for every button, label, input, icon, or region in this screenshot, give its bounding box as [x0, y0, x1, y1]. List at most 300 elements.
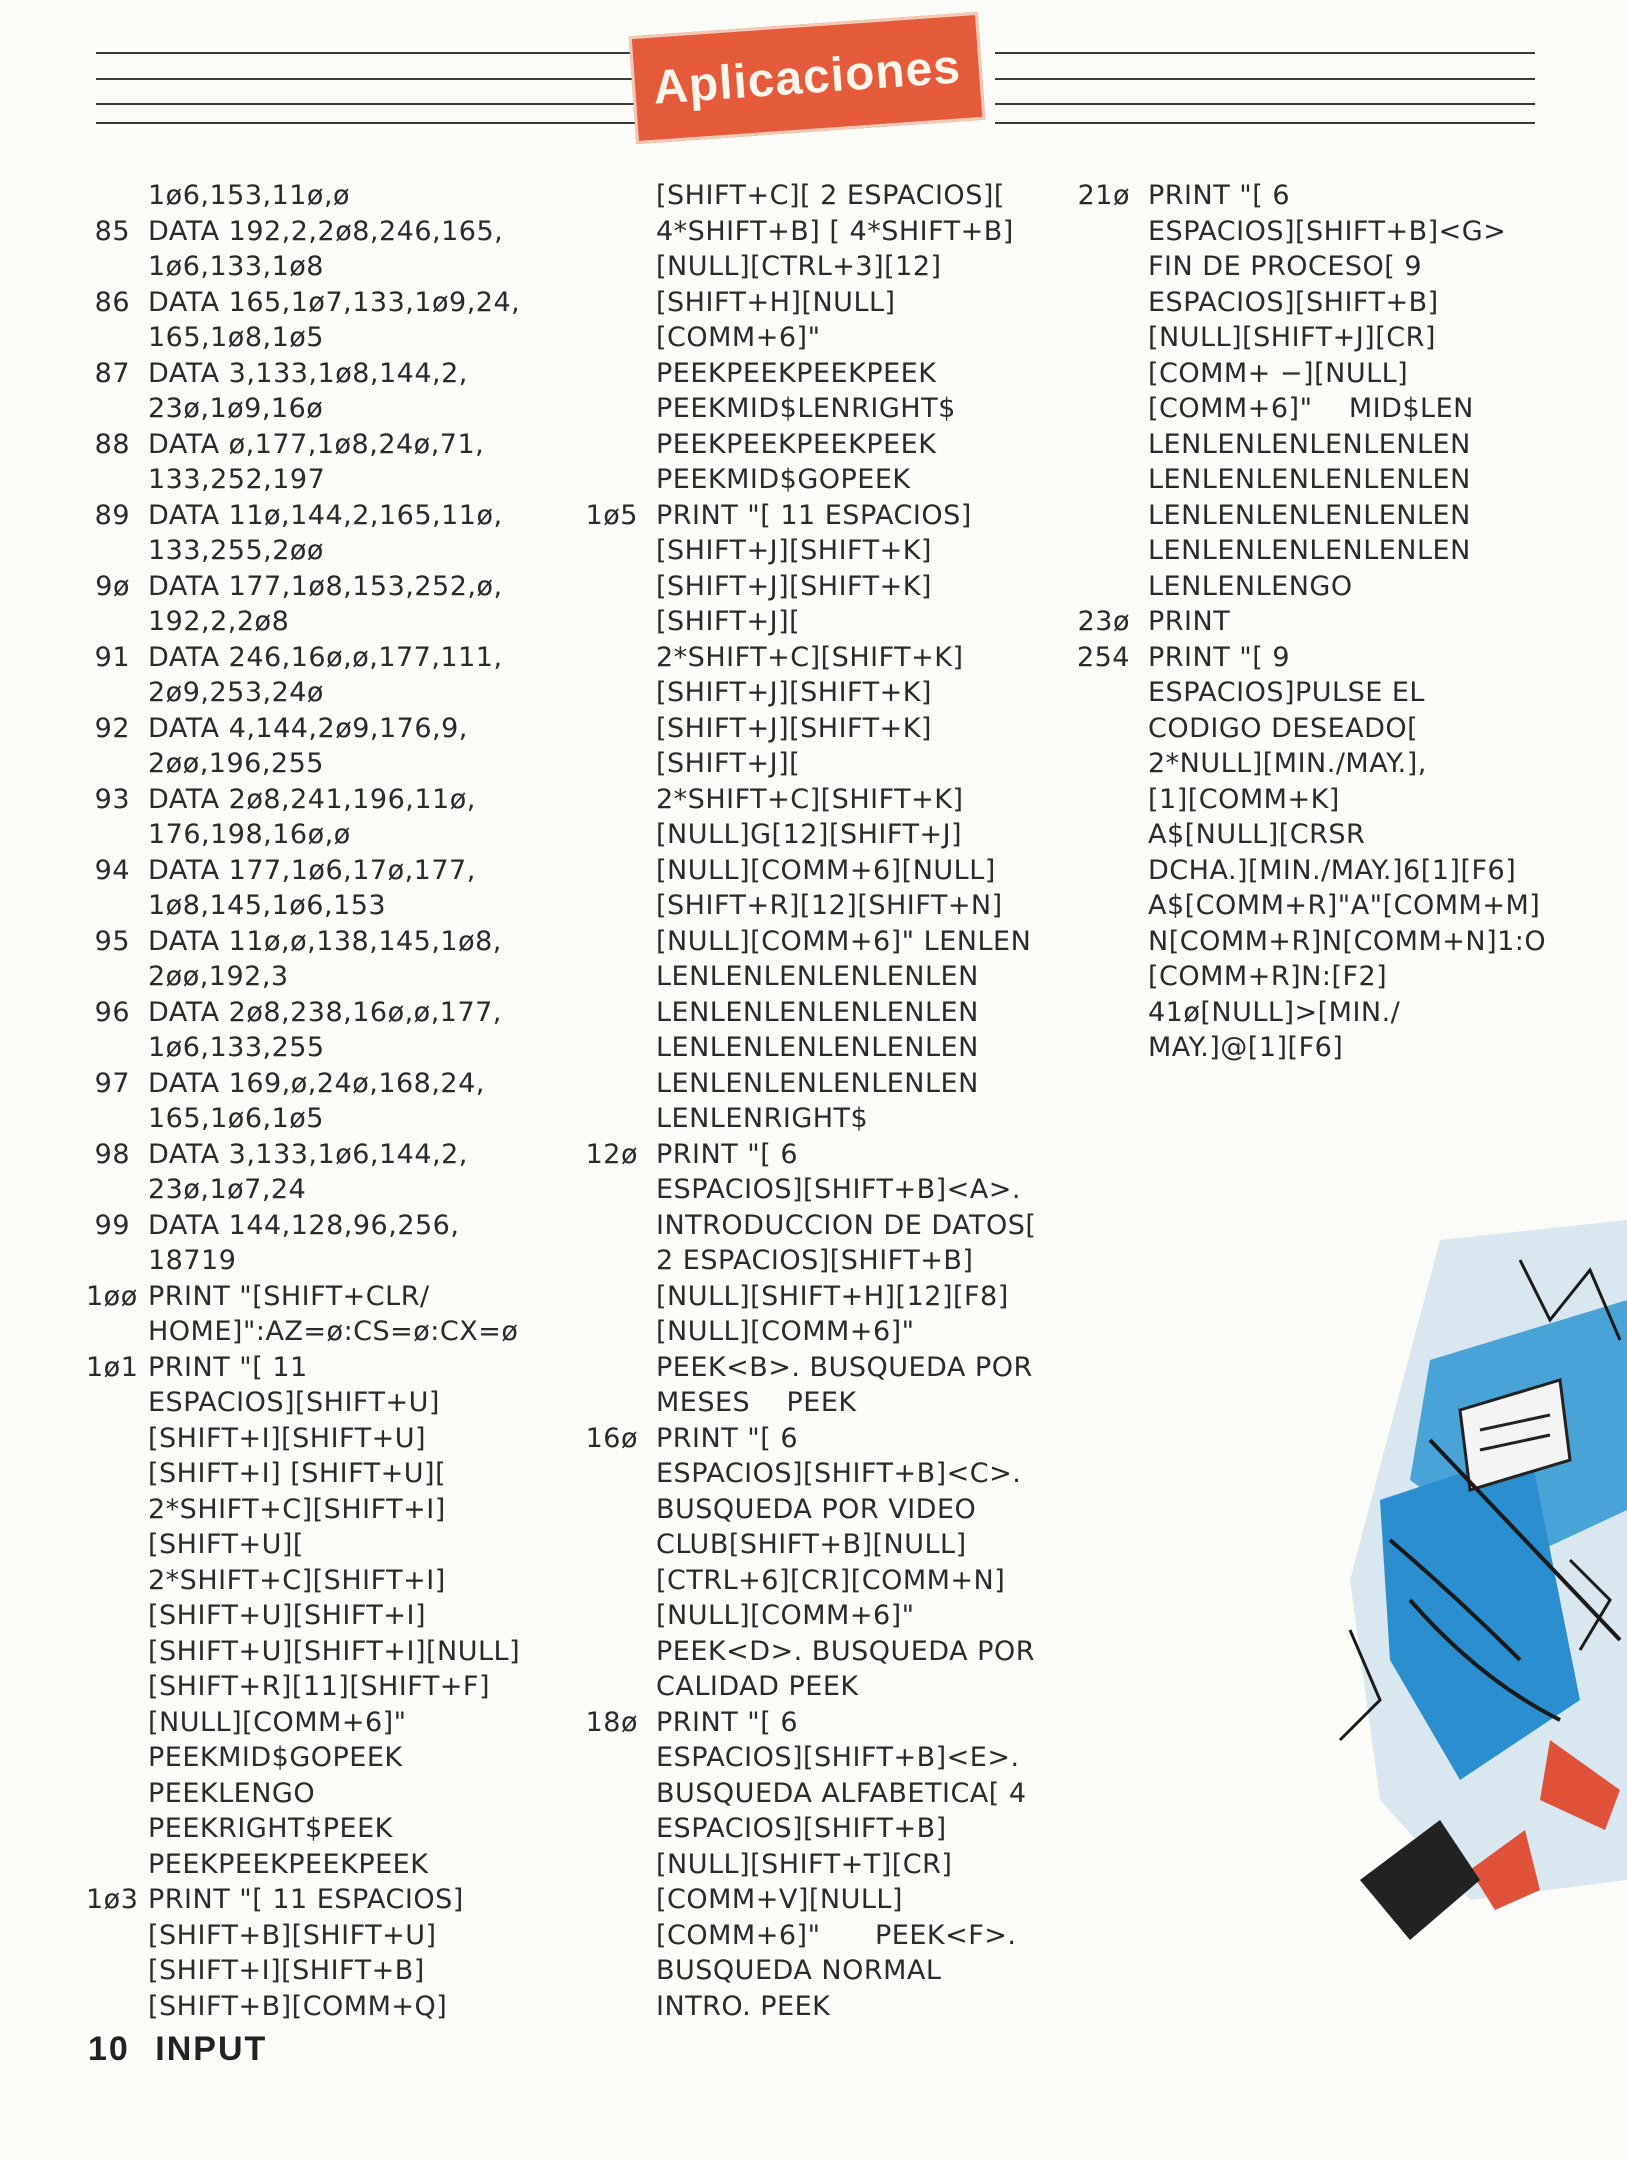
code-text: [NULL]G[12][SHIFT+J] — [656, 819, 963, 850]
code-text: ESPACIOS][SHIFT+B]<A>. — [656, 1174, 1021, 1205]
code-line — [1075, 178, 1575, 214]
line-number: 85 — [94, 215, 130, 247]
line-number: 91 — [94, 641, 130, 673]
code-line — [86, 320, 586, 356]
code-text: PEEKPEEKPEEKPEEK — [656, 357, 937, 389]
code-text: [SHIFT+U][ — [148, 1529, 304, 1560]
code-line — [86, 604, 586, 640]
code-column-2 — [584, 178, 1054, 2024]
code-line — [86, 1421, 586, 1457]
line-number: 1ø5 — [585, 499, 638, 531]
code-line — [1075, 711, 1575, 747]
code-line — [86, 1456, 586, 1492]
code-text: [NULL][SHIFT+H][12][F8] — [656, 1280, 1009, 1312]
code-line — [584, 640, 1054, 676]
code-line — [584, 1421, 1054, 1457]
code-line — [86, 498, 586, 534]
code-line — [1075, 604, 1575, 640]
line-number: 88 — [94, 428, 130, 460]
code-text: DATA 2ø8,241,196,11ø, — [148, 783, 476, 815]
code-text: [SHIFT+B][SHIFT+U] — [148, 1919, 437, 1951]
code-line — [584, 817, 1054, 853]
code-line — [86, 1492, 586, 1528]
code-text: [COMM+6]" PEEK<F>. — [656, 1919, 1017, 1951]
code-line — [584, 1350, 1054, 1386]
code-line — [584, 320, 1054, 356]
magazine-name: INPUT — [155, 2030, 268, 2068]
code-text: [SHIFT+J][SHIFT+K] — [656, 535, 932, 566]
code-text: [SHIFT+J][SHIFT+K] — [656, 712, 932, 744]
section-title: Aplicaciones — [651, 40, 963, 115]
code-text: [NULL][SHIFT+T][CR] — [656, 1848, 953, 1880]
code-line — [86, 1882, 586, 1918]
line-number: 1øø — [86, 1280, 138, 1312]
code-line — [584, 1066, 1054, 1102]
code-text: PRINT "[ 6 — [656, 1138, 798, 1170]
code-text: 2ø9,253,24ø — [148, 677, 324, 708]
code-text: LENLENLENGO — [1148, 570, 1353, 602]
line-number: 97 — [94, 1067, 130, 1099]
code-line — [584, 1953, 1054, 1989]
code-text: 1ø8,145,1ø6,153 — [148, 890, 387, 921]
code-line — [86, 640, 586, 676]
code-text: [COMM+6]" MID$LEN — [1148, 393, 1474, 424]
code-text: [SHIFT+J][SHIFT+K] — [656, 570, 932, 602]
code-line — [584, 711, 1054, 747]
code-line — [1075, 1030, 1575, 1066]
code-line — [86, 462, 586, 498]
line-number: 9ø — [95, 570, 130, 602]
code-text: LENLENLENLENLENLEN — [1148, 464, 1471, 495]
line-number: 86 — [94, 286, 130, 318]
header-rule-right-mid — [995, 78, 1535, 80]
code-line — [86, 178, 586, 214]
code-text: 133,255,2øø — [148, 535, 324, 566]
code-line — [584, 604, 1054, 640]
code-line — [86, 1776, 586, 1812]
code-line — [86, 1705, 586, 1741]
line-number: 99 — [94, 1209, 130, 1241]
code-line — [1075, 924, 1575, 960]
code-text: PEEKRIGHT$PEEK — [148, 1813, 393, 1844]
code-text: DATA 2ø8,238,16ø,ø,177, — [148, 996, 502, 1028]
code-text: 165,1ø8,1ø5 — [148, 322, 324, 353]
code-text: DATA 144,128,96,256, — [148, 1209, 460, 1241]
code-line — [584, 1492, 1054, 1528]
code-line — [86, 1669, 586, 1705]
code-text: [NULL][CTRL+3][12] — [656, 251, 942, 282]
code-text: PEEKMID$GOPEEK — [148, 1742, 403, 1773]
code-text: ESPACIOS][SHIFT+B] — [1148, 286, 1439, 318]
code-text: [NULL][COMM+6][NULL] — [656, 854, 996, 886]
code-line — [86, 1527, 586, 1563]
code-line — [86, 711, 586, 747]
code-line — [86, 853, 586, 889]
line-number: 16ø — [585, 1422, 638, 1454]
code-line — [584, 1847, 1054, 1883]
code-line — [86, 1634, 586, 1670]
code-text: HOME]":AZ=ø:CS=ø:CX=ø — [148, 1316, 519, 1347]
page-number: 10 — [88, 2030, 130, 2068]
code-text: 2øø,196,255 — [148, 748, 324, 779]
code-text: PRINT — [1148, 606, 1231, 637]
code-column-1 — [86, 178, 586, 2024]
code-line — [86, 959, 586, 995]
code-text: PEEKMID$LENRIGHT$ — [656, 393, 956, 424]
code-text: PRINT "[ 11 ESPACIOS] — [656, 499, 972, 531]
code-line — [584, 1669, 1054, 1705]
code-text: DCHA.][MIN./MAY.]6[1][F6] — [1148, 854, 1517, 886]
line-number: 12ø — [585, 1138, 638, 1170]
code-text: [1][COMM+K] — [1148, 783, 1340, 815]
code-text: [SHIFT+J][ — [656, 606, 801, 637]
code-line — [86, 533, 586, 569]
code-text: LENLENLENLENLENLEN — [1148, 535, 1471, 566]
code-line — [86, 285, 586, 321]
code-text: PRINT "[ 11 ESPACIOS] — [148, 1884, 464, 1915]
code-line — [584, 959, 1054, 995]
code-text: DATA 192,2,2ø8,246,165, — [148, 215, 504, 247]
code-text: [NULL][COMM+6]" — [656, 1600, 915, 1631]
code-line — [86, 214, 586, 250]
code-text: [SHIFT+R][12][SHIFT+N] — [656, 890, 1003, 921]
code-line — [1075, 853, 1575, 889]
code-line — [86, 1811, 586, 1847]
code-line — [584, 924, 1054, 960]
code-text: ESPACIOS][SHIFT+U] — [148, 1387, 440, 1418]
line-number: 95 — [94, 925, 130, 957]
code-text: [SHIFT+B][COMM+Q] — [148, 1990, 448, 2022]
code-line — [86, 249, 586, 285]
code-line — [584, 285, 1054, 321]
code-line — [1075, 959, 1575, 995]
code-text: [NULL][SHIFT+J][CR] — [1148, 322, 1436, 353]
code-text: 23ø,1ø7,24 — [148, 1174, 307, 1205]
code-text: [COMM+R]N:[F2] — [1148, 961, 1388, 992]
code-line — [584, 1172, 1054, 1208]
line-number: 94 — [94, 854, 130, 886]
line-number: 98 — [94, 1138, 130, 1170]
code-line — [1075, 427, 1575, 463]
code-text: LENLENRIGHT$ — [656, 1103, 869, 1134]
code-text: [SHIFT+H][NULL] — [656, 286, 896, 318]
code-line — [584, 391, 1054, 427]
code-line — [584, 1137, 1054, 1173]
line-number: 89 — [94, 499, 130, 531]
code-line — [86, 427, 586, 463]
code-text: 2*NULL][MIN./MAY.], — [1148, 748, 1427, 779]
code-text: INTRODUCCION DE DATOS[ — [656, 1209, 1037, 1241]
code-text: DATA ø,177,1ø8,24ø,71, — [148, 428, 485, 460]
code-line — [1075, 888, 1575, 924]
code-text: 165,1ø6,1ø5 — [148, 1103, 324, 1134]
code-text: [COMM+6]" — [656, 322, 821, 353]
code-line — [86, 1243, 586, 1279]
code-text: PEEKPEEKPEEKPEEK — [148, 1848, 429, 1880]
code-text: PRINT "[ 6 — [1148, 180, 1290, 211]
code-text: [NULL][COMM+6]" LENLEN — [656, 925, 1032, 957]
code-text: 1ø6,153,11ø,ø — [148, 180, 351, 211]
code-line — [86, 1918, 586, 1954]
code-line — [86, 1953, 586, 1989]
code-line — [1075, 356, 1575, 392]
code-text: LENLENLENLENLENLEN — [656, 1032, 979, 1063]
code-line — [584, 1030, 1054, 1066]
code-text: 2*SHIFT+C][SHIFT+K] — [656, 783, 964, 815]
code-text: 41ø[NULL]>[MIN./ — [1148, 996, 1401, 1028]
code-text: 133,252,197 — [148, 464, 326, 495]
code-text: BUSQUEDA POR VIDEO — [656, 1493, 977, 1525]
code-line — [86, 1740, 586, 1776]
code-line — [86, 1137, 586, 1173]
code-line — [86, 391, 586, 427]
code-line — [86, 924, 586, 960]
code-text: DATA 165,1ø7,133,1ø9,24, — [148, 286, 521, 318]
code-text: LENLENLENLENLENLEN — [656, 961, 979, 992]
code-line — [86, 1066, 586, 1102]
code-text: 176,198,16ø,ø — [148, 819, 351, 850]
code-line — [86, 1989, 586, 2025]
line-number: 1ø3 — [86, 1884, 139, 1915]
code-line — [1075, 995, 1575, 1031]
code-text: 1ø6,133,1ø8 — [148, 251, 324, 282]
code-text: ESPACIOS]PULSE EL — [1148, 677, 1425, 708]
code-line — [86, 1101, 586, 1137]
code-line — [86, 1314, 586, 1350]
line-number: 23ø — [1077, 606, 1130, 637]
code-text: PRINT "[SHIFT+CLR/ — [148, 1280, 430, 1312]
header-rule-right-base — [995, 122, 1535, 124]
code-line — [86, 1172, 586, 1208]
code-text: PEEK<B>. BUSQUEDA POR — [656, 1351, 1033, 1383]
code-text: DATA 177,1ø6,17ø,177, — [148, 854, 476, 886]
code-text: CLUB[SHIFT+B][NULL] — [656, 1529, 967, 1560]
code-text: [COMM+ −][NULL] — [1148, 357, 1409, 389]
code-line — [584, 1776, 1054, 1812]
code-line — [584, 782, 1054, 818]
code-line — [86, 1208, 586, 1244]
code-text: [CTRL+6][CR][COMM+N] — [656, 1564, 1006, 1596]
page-footer — [88, 2030, 267, 2069]
code-line — [584, 356, 1054, 392]
code-text: PEEKLENGO — [148, 1777, 316, 1809]
code-text: 1ø6,133,255 — [148, 1032, 325, 1063]
code-line — [584, 1705, 1054, 1741]
code-text: [SHIFT+C][ 2 ESPACIOS][ — [656, 180, 1005, 211]
code-text: [SHIFT+J][ — [656, 748, 801, 779]
code-line — [584, 569, 1054, 605]
code-column-3 — [1075, 178, 1575, 1066]
code-line — [86, 888, 586, 924]
code-text: DATA 169,ø,24ø,168,24, — [148, 1067, 485, 1099]
code-line — [584, 888, 1054, 924]
code-text: LENLENLENLENLENLEN — [1148, 499, 1471, 531]
code-line — [1075, 462, 1575, 498]
code-line — [584, 1456, 1054, 1492]
code-text: [NULL][COMM+6]" — [656, 1316, 915, 1347]
line-number: 1ø1 — [86, 1351, 139, 1383]
code-text: DATA 3,133,1ø6,144,2, — [148, 1138, 468, 1170]
code-text: DATA 177,1ø8,153,252,ø, — [148, 570, 503, 602]
code-text: 2*SHIFT+C][SHIFT+K] — [656, 641, 964, 673]
code-line — [86, 569, 586, 605]
code-text: [SHIFT+J][SHIFT+K] — [656, 677, 932, 708]
code-line — [584, 1598, 1054, 1634]
code-line — [86, 782, 586, 818]
code-text: DATA 246,16ø,ø,177,111, — [148, 641, 503, 673]
code-text: 4*SHIFT+B] [ 4*SHIFT+B] — [656, 215, 1014, 247]
comic-illustration — [1320, 1180, 1627, 1980]
code-line — [1075, 569, 1575, 605]
code-text: 2*SHIFT+C][SHIFT+I] — [148, 1493, 446, 1525]
code-line — [584, 498, 1054, 534]
code-text: A$[COMM+R]"A"[COMM+M] — [1148, 890, 1541, 921]
code-text: ESPACIOS][SHIFT+B] — [656, 1813, 947, 1844]
code-text: CALIDAD PEEK — [656, 1671, 859, 1702]
code-text: 2øø,192,3 — [148, 961, 289, 992]
code-line — [584, 427, 1054, 463]
code-text: ESPACIOS][SHIFT+B]<G> — [1148, 215, 1507, 247]
code-line — [86, 995, 586, 1031]
code-line — [584, 1527, 1054, 1563]
line-number: 254 — [1076, 641, 1130, 673]
code-line — [584, 249, 1054, 285]
line-number: 87 — [94, 357, 130, 389]
code-text: [COMM+V][NULL] — [656, 1884, 903, 1915]
code-line — [584, 1563, 1054, 1599]
code-line — [86, 1279, 586, 1315]
code-text: [NULL][COMM+6]" — [148, 1706, 407, 1738]
code-line — [584, 1101, 1054, 1137]
code-text: MAY.]@[1][F6] — [1148, 1032, 1344, 1063]
code-text: LENLENLENLENLENLEN — [1148, 428, 1471, 460]
code-line — [1075, 214, 1575, 250]
code-line — [584, 462, 1054, 498]
code-line — [1075, 249, 1575, 285]
code-line — [584, 1740, 1054, 1776]
code-line — [1075, 533, 1575, 569]
code-text: PEEKPEEKPEEKPEEK — [656, 428, 937, 460]
code-text: PEEK<D>. BUSQUEDA POR — [656, 1635, 1035, 1667]
line-number: 21ø — [1077, 180, 1130, 211]
code-text: PRINT "[ 6 — [656, 1422, 798, 1454]
code-line — [86, 675, 586, 711]
header-rule-left-mid — [96, 78, 636, 80]
code-text: [SHIFT+I][SHIFT+B] — [148, 1955, 425, 1986]
code-line — [1075, 285, 1575, 321]
code-line — [86, 1598, 586, 1634]
code-text: PRINT "[ 6 — [656, 1706, 798, 1738]
code-text: [SHIFT+R][11][SHIFT+F] — [148, 1671, 491, 1702]
code-line — [86, 746, 586, 782]
line-number: 96 — [94, 996, 130, 1028]
code-line — [1075, 817, 1575, 853]
code-line — [584, 1208, 1054, 1244]
code-text: 23ø,1ø9,16ø — [148, 393, 324, 424]
code-text: N[COMM+R]N[COMM+N]1:O — [1148, 925, 1547, 957]
code-line — [86, 1385, 586, 1421]
header-rule-right-bottom — [995, 103, 1535, 105]
header-rule-left-bottom — [96, 103, 636, 105]
code-line — [584, 1882, 1054, 1918]
code-line — [86, 356, 586, 392]
code-text: BUSQUEDA NORMAL — [656, 1955, 942, 1986]
code-line — [1075, 498, 1575, 534]
code-text: DATA 3,133,1ø8,144,2, — [148, 357, 468, 389]
code-text: 18719 — [148, 1245, 237, 1276]
code-line — [584, 178, 1054, 214]
code-text: 192,2,2ø8 — [148, 606, 290, 637]
code-text: PRINT "[ 11 — [148, 1351, 308, 1383]
code-text: PRINT "[ 9 — [1148, 641, 1290, 673]
code-line — [584, 1243, 1054, 1279]
header-rule-right-top — [995, 52, 1535, 54]
section-label — [629, 12, 986, 144]
code-text: LENLENLENLENLENLEN — [656, 996, 979, 1028]
code-line — [584, 675, 1054, 711]
code-line — [86, 817, 586, 853]
code-line — [584, 853, 1054, 889]
code-text: ESPACIOS][SHIFT+B]<C>. — [656, 1458, 1022, 1489]
code-text: ESPACIOS][SHIFT+B]<E>. — [656, 1742, 1020, 1773]
code-line — [1075, 675, 1575, 711]
code-line — [584, 995, 1054, 1031]
code-text: PEEKMID$GOPEEK — [656, 464, 911, 495]
code-line — [584, 1279, 1054, 1315]
code-text: LENLENLENLENLENLEN — [656, 1067, 979, 1099]
code-line — [584, 1918, 1054, 1954]
code-line — [584, 533, 1054, 569]
code-line — [584, 1314, 1054, 1350]
code-text: A$[NULL][CRSR — [1148, 819, 1366, 850]
code-line — [584, 1989, 1054, 2025]
code-line — [584, 1634, 1054, 1670]
code-line — [584, 746, 1054, 782]
code-text: DATA 11ø,ø,138,145,1ø8, — [148, 925, 502, 957]
line-number: 93 — [94, 783, 130, 815]
code-line — [86, 1847, 586, 1883]
code-text: 2*SHIFT+C][SHIFT+I] — [148, 1564, 446, 1596]
code-line — [584, 1811, 1054, 1847]
code-line — [86, 1030, 586, 1066]
header-rule-left-top — [96, 52, 636, 54]
code-text: [SHIFT+U][SHIFT+I] — [148, 1600, 427, 1631]
code-text: [SHIFT+I][SHIFT+U] — [148, 1422, 427, 1454]
code-text: CODIGO DESEADO[ — [1148, 712, 1419, 744]
code-line — [584, 1385, 1054, 1421]
code-text: 2 ESPACIOS][SHIFT+B] — [656, 1245, 974, 1276]
code-text: BUSQUEDA ALFABETICA[ 4 — [656, 1777, 1027, 1809]
code-text: INTRO. PEEK — [656, 1990, 831, 2022]
code-line — [1075, 391, 1575, 427]
code-line — [1075, 640, 1575, 676]
code-line — [1075, 746, 1575, 782]
code-text: MESES PEEK — [656, 1387, 857, 1418]
code-line — [86, 1350, 586, 1386]
code-text: DATA 4,144,2ø9,176,9, — [148, 712, 468, 744]
code-text: FIN DE PROCESO[ 9 — [1148, 251, 1423, 282]
line-number: 92 — [94, 712, 130, 744]
code-text: [SHIFT+I] [SHIFT+U][ — [148, 1458, 447, 1489]
line-number: 18ø — [585, 1706, 638, 1738]
code-line — [1075, 782, 1575, 818]
header-rule-left-base — [96, 122, 636, 124]
code-text: DATA 11ø,144,2,165,11ø, — [148, 499, 503, 531]
code-line — [86, 1563, 586, 1599]
code-text: [SHIFT+U][SHIFT+I][NULL] — [148, 1635, 521, 1667]
code-line — [584, 214, 1054, 250]
code-line — [1075, 320, 1575, 356]
